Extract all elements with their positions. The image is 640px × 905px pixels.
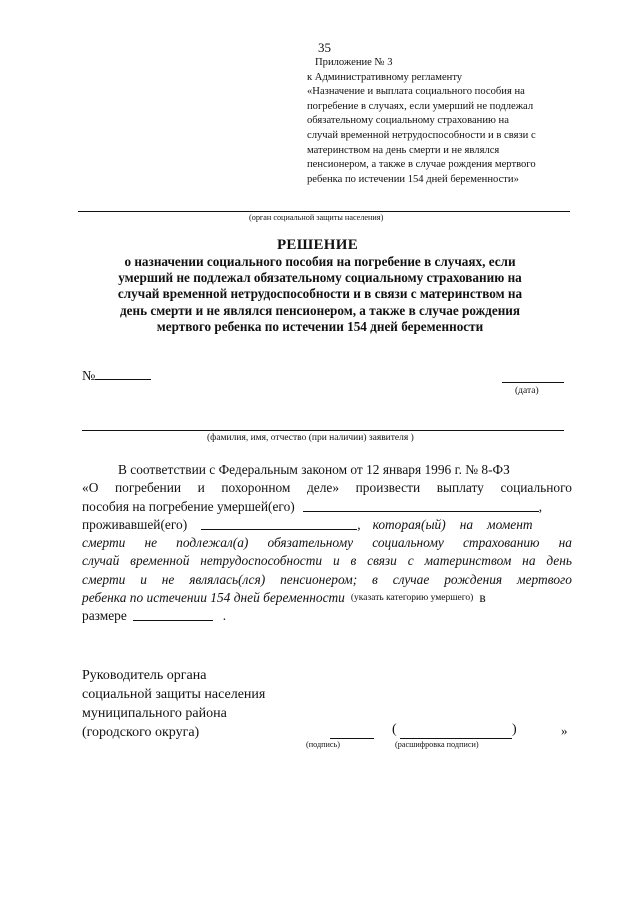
- body-line: [82, 461, 572, 479]
- body-word: мертвого: [517, 571, 572, 587]
- number-field[interactable]: [95, 367, 151, 380]
- close-paren: ): [512, 722, 517, 737]
- document-subtitle: [70, 254, 570, 335]
- body-word: на: [522, 553, 536, 569]
- subtitle-line: о назначении социального пособия на погребение в случаях, если: [124, 254, 516, 269]
- body-line: [82, 498, 572, 516]
- open-paren: (: [392, 722, 397, 737]
- closing-quote: »: [561, 723, 568, 738]
- decode-caption: (расшифровка подписи): [395, 740, 479, 749]
- signature-decode-field[interactable]: [400, 738, 512, 739]
- body-word: на: [558, 535, 572, 551]
- body-text: в: [479, 590, 486, 606]
- decision-number: [82, 367, 151, 385]
- body-line: [82, 607, 572, 625]
- org-caption: (орган социальной защиты населения): [249, 213, 384, 222]
- body-word: обязательному: [267, 535, 354, 551]
- body-word: подлежал(а): [176, 535, 249, 551]
- body-word: деле»: [306, 480, 340, 496]
- body-word: не: [161, 571, 175, 587]
- body-word: похоронном: [221, 480, 291, 496]
- body-word: смерти: [82, 535, 126, 551]
- org-line: [78, 211, 570, 212]
- number-label: №: [82, 369, 96, 384]
- body-text: пособия на погребение умершей(его): [82, 498, 295, 514]
- body-word: в: [372, 571, 378, 587]
- body-text: ,: [357, 516, 361, 532]
- body-line: [82, 479, 572, 497]
- body-line: [82, 589, 572, 607]
- body-text: на: [459, 516, 474, 532]
- applicant-caption: (фамилия, имя, отчество (при наличии) заявителя ): [207, 433, 414, 443]
- subtitle-line: день смерти и не являлся пенсионером, а также в случае рождения: [119, 302, 521, 318]
- body-word: рождения: [444, 571, 503, 587]
- body-text: момент: [487, 516, 533, 532]
- signatory-line: (городского округа): [82, 725, 200, 740]
- body-word: страхованию: [462, 535, 540, 551]
- date-field[interactable]: [502, 382, 564, 383]
- body-word: выплату: [436, 480, 484, 496]
- deceased-name-field[interactable]: [303, 498, 539, 512]
- body-text: ,: [538, 498, 543, 514]
- body-word: и: [140, 571, 147, 587]
- signature-caption: (подпись): [306, 740, 340, 749]
- body-word: день: [546, 553, 572, 569]
- appendix-line: погребение в случаях, если умерший не подлежал: [307, 100, 534, 112]
- document-title: РЕШЕНИЕ: [276, 237, 359, 253]
- body-text: проживавшей(его): [82, 516, 188, 532]
- signature-field[interactable]: [330, 738, 374, 739]
- body-line: [82, 516, 572, 534]
- body-word: и: [197, 480, 205, 496]
- body-word: нетрудоспособности: [200, 553, 323, 569]
- appendix-line: ребенка по истечении 154 дней беременности»: [307, 173, 519, 185]
- body-word: «О: [82, 480, 99, 496]
- appendix-line: материнством на день смерти и не являлся: [307, 144, 500, 156]
- body-line: [82, 571, 572, 589]
- body-word: случай: [82, 553, 120, 569]
- subtitle-line: умерший не подлежал обязательному социальному страхованию на: [118, 270, 522, 286]
- appendix-line: Приложение № 3: [315, 57, 393, 68]
- appendix-line: пенсионером, а также в случае рождения мертвого: [307, 159, 536, 171]
- body-text: размере: [82, 608, 127, 624]
- appendix-header: [307, 56, 582, 187]
- body-word: социального: [500, 480, 572, 496]
- signatory-line: муниципального района: [82, 706, 227, 721]
- subtitle-line: случай временной нетрудоспособности и в связи с материнством на: [117, 286, 523, 302]
- signatory-block: [82, 666, 265, 742]
- page-number: 35: [318, 40, 331, 55]
- deceased-address-field[interactable]: [201, 516, 357, 530]
- body-line: [82, 534, 572, 552]
- body-word: и: [332, 553, 340, 569]
- appendix-line: к Административному регламенту: [307, 71, 463, 83]
- body-text: ребенка по истечении 154 дней беременности: [82, 590, 345, 606]
- subtitle-line: мертвого ребенка по истечении 154 дней беременности: [156, 318, 484, 334]
- appendix-line: «Назначение и выплата социального пособия на: [307, 86, 525, 98]
- body-text: которая(ый): [372, 516, 446, 532]
- body-word: пенсионером;: [280, 571, 358, 587]
- signatory-line: Руководитель органа: [82, 668, 207, 683]
- body-word: являлась(лся): [189, 571, 266, 587]
- body-line: [82, 552, 572, 570]
- category-hint: (указать категорию умершего): [350, 593, 474, 604]
- body-word: с: [407, 553, 414, 569]
- body-text: .: [222, 608, 227, 624]
- signatory-line: социальной защиты населения: [82, 687, 266, 702]
- date-caption: (дата): [515, 386, 539, 396]
- body-word: материнством: [424, 553, 512, 569]
- body-word: в: [350, 553, 357, 569]
- body-word: не: [144, 535, 158, 551]
- body-word: смерти: [82, 571, 126, 587]
- appendix-line: случай временной нетрудоспособности и в связи с: [307, 129, 536, 141]
- body-word: временной: [130, 553, 190, 569]
- body-text: В соответствии с Федеральным законом от 12 января 1996 г. № 8-ФЗ: [118, 462, 510, 477]
- amount-field[interactable]: [133, 607, 213, 621]
- decision-body: [82, 461, 572, 626]
- body-word: погребении: [114, 480, 182, 496]
- applicant-field[interactable]: [82, 430, 564, 431]
- appendix-line: обязательному социальному страхованию на: [307, 115, 509, 127]
- body-word: произвести: [355, 480, 421, 496]
- body-word: социальному: [372, 535, 444, 551]
- body-word: связи: [367, 553, 397, 569]
- body-word: случае: [392, 571, 430, 587]
